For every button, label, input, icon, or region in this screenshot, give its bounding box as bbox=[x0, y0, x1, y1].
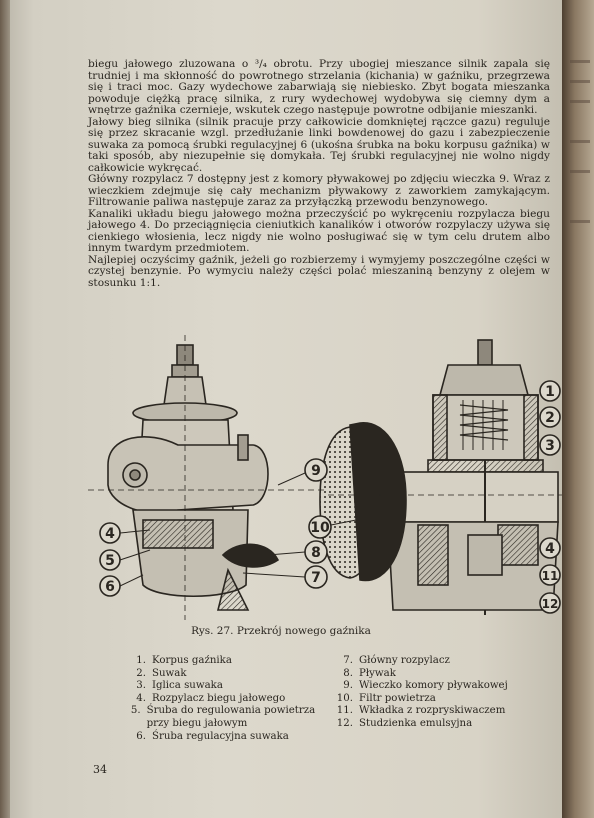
svg-text:4: 4 bbox=[545, 541, 555, 557]
callout-3 bbox=[540, 435, 560, 455]
svg-text:11: 11 bbox=[541, 569, 559, 583]
paragraph: Kanaliki układu biegu jałowego można przeczyścić po wykręceniu rozpylacza biegu jałowego 4. Do przeciągnięcia cieniutkich kanalików i otworów rozpylaczy używa się cienkiego włosienia, lecz nigdy nie wolno posługiwać się w tym celu drutem albo innym twardym przedmiotem. bbox=[88, 207, 550, 254]
legend-item: 12. Studzienka emulsyjna bbox=[336, 717, 473, 729]
callout-6 bbox=[100, 575, 143, 596]
carburetor-exterior-view bbox=[88, 335, 328, 620]
page-binding-shadow bbox=[0, 0, 10, 818]
legend-item: 5. Śruba do regulowania powietrza przy biegu jałowym bbox=[130, 705, 316, 729]
legend-item: 9. Wieczko komory pływakowej bbox=[343, 680, 508, 692]
legend-item: 4. Rozpylacz biegu jałowego bbox=[136, 692, 286, 704]
legend-item: 1. Korpus gaźnika bbox=[136, 655, 232, 666]
svg-text:4: 4 bbox=[105, 526, 115, 542]
svg-text:5: 5 bbox=[105, 553, 115, 569]
svg-text:3: 3 bbox=[545, 438, 555, 454]
legend-item: 7. Główny rozpylacz bbox=[343, 655, 450, 666]
paragraph: biegu jałowego zluzowana o ³/₄ obrotu. Przy ubogiej mieszance silnik zapala się trudniej i ma skłonność do powrotnego strzelania (kichania) w gaźniku, przegrzewa się i traci moc. Gazy wydechowe zabarwiają się niebiesko. Zbyt bogata mieszanka powoduje ciężką pracę silnika, z rury wydechowej wydobywa się ciemny dym a wnętrze gaźnika czernieje, wskutek czego następuje powrotne odbijanie mieszanki. bbox=[88, 58, 550, 116]
svg-text:1: 1 bbox=[545, 384, 555, 400]
paragraph: Jałowy bieg silnika (silnik pracuje przy całkowicie domkniętej rączce gazu) reguluje się przez skracanie wzgl. przedłużanie linki bowdenowej do gazu i zabezpieczenie suwaka za pomocą śrubki regulacyjnej 6 (ukośna śrubka na boku korpusu gaźnika) w taki sposób, aby niezupełnie się domykała. Tej śrubki regulacyjnej nie wolno nigdy całkowicie wykręcać. bbox=[88, 115, 550, 174]
carburetor-cross-section-figure bbox=[88, 335, 562, 620]
callout-9 bbox=[278, 459, 327, 485]
callout-1 bbox=[540, 381, 560, 401]
svg-text:8: 8 bbox=[311, 545, 321, 561]
callout-2 bbox=[540, 407, 560, 427]
legend-item: 11. Wkładka z rozpryskiwaczem bbox=[336, 705, 506, 717]
paragraph: Najlepiej oczyścimy gaźnik, jeżeli go rozbierzemy i wymyjemy poszczególne części w czystej benzynie. Po wymyciu należy części polać mieszaniną benzyny z olejem w stosunku 1:1. bbox=[88, 253, 550, 289]
body-text bbox=[88, 59, 550, 289]
svg-text:2: 2 bbox=[545, 410, 555, 426]
legend-item: 10. Filtr powietrza bbox=[336, 692, 436, 704]
page-number: 34 bbox=[93, 763, 107, 776]
paragraph: Główny rozpylacz 7 dostępny jest z komory pływakowej po zdjęciu wieczka 9. Wraz z wieczkiem zdejmuje się cały mechanizm pływakowy z zaworkiem zamykającym. Filtrowanie paliwa następuje zaraz za przyłączką przewodu benzynowego. bbox=[88, 173, 550, 208]
svg-text:9: 9 bbox=[311, 463, 321, 479]
legend-left bbox=[128, 655, 338, 743]
svg-text:12: 12 bbox=[541, 597, 559, 611]
legend-item: 3. Iglica suwaka bbox=[136, 680, 223, 692]
figure-caption: Rys. 27. Przekrój nowego gaźnika bbox=[191, 625, 371, 637]
legend-item: 8. Pływak bbox=[343, 667, 396, 679]
svg-text:7: 7 bbox=[311, 570, 321, 586]
legend-item: 6. Śruba regulacyjna suwaka bbox=[136, 730, 289, 742]
carburetor-drawing bbox=[88, 335, 562, 620]
adjacent-page-edge bbox=[562, 0, 594, 818]
carburetor-section-view bbox=[320, 340, 562, 615]
legend-right bbox=[335, 655, 545, 731]
callout-7 bbox=[243, 566, 327, 588]
legend-item: 2. Suwak bbox=[136, 667, 187, 679]
svg-text:6: 6 bbox=[105, 579, 115, 595]
svg-text:10: 10 bbox=[310, 520, 330, 536]
callout-4-right bbox=[540, 538, 560, 558]
callout-11 bbox=[540, 565, 560, 585]
callout-12 bbox=[540, 593, 560, 613]
